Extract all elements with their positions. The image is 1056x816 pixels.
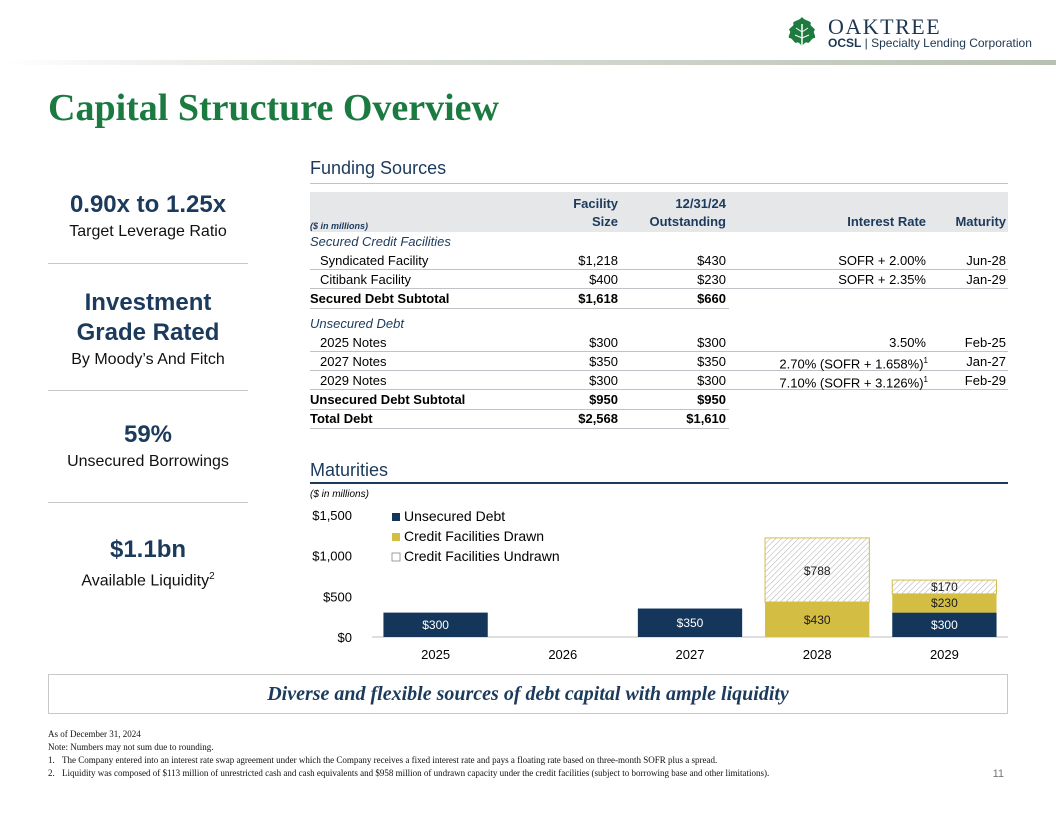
table-row	[310, 352, 1008, 371]
page-title: Capital Structure Overview	[48, 87, 499, 129]
x-tick-label: 2025	[421, 647, 451, 662]
row-rate: 2.70% (SOFR + 1.658%)$^1$	[779, 356, 928, 372]
legend-label: Unsecured Debt	[404, 508, 506, 524]
stat-label: Unsecured Borrowings	[67, 453, 229, 470]
logo-subtitle: OCSL | Specialty Lending Corporation	[828, 36, 1032, 50]
footnote: 1. The Company entered into an interest rate swap agreement under which the Company receives a fixed interest rate and pays a floating rate based on three-month SOFR plus a spread.	[48, 755, 718, 765]
row-outstanding: $350	[697, 354, 726, 369]
chart-units-note: ($ in millions)	[310, 489, 369, 500]
page-number: 11	[992, 768, 1004, 780]
y-tick-label: $1,500	[312, 508, 352, 523]
row-name: Unsecured Debt Subtotal	[310, 392, 466, 407]
header-interest-rate: Interest Rate	[847, 214, 926, 229]
funding-sources-title: Funding Sources	[310, 158, 447, 178]
row-outstanding: $300	[697, 335, 726, 350]
row-maturity: Feb-29	[964, 373, 1006, 388]
row-name: Syndicated Facility	[320, 253, 429, 268]
stat-value: Investment Grade Rated	[76, 289, 220, 346]
row-outstanding: $950	[697, 392, 726, 407]
key-message-banner	[48, 674, 1008, 714]
maturities-chart	[300, 505, 1020, 670]
row-size: $1,218	[578, 253, 618, 268]
stat-divider	[48, 263, 248, 264]
stat-label: Target Leverage Ratio	[69, 223, 227, 240]
header-rule	[0, 60, 1056, 65]
row-name: Total Debt	[310, 411, 373, 426]
legend-swatch	[392, 553, 400, 561]
data-label: $300	[931, 617, 958, 632]
table-row	[310, 270, 1008, 289]
data-label: $300	[422, 617, 449, 632]
y-tick-label: $0	[337, 630, 352, 645]
category-row	[310, 314, 1008, 333]
stat-value: 59%	[123, 421, 173, 448]
y-tick-label: $500	[323, 589, 352, 605]
footnotes	[48, 728, 988, 780]
oak-leaf-icon	[782, 14, 822, 54]
row-rate: SOFR + 2.00%	[838, 253, 926, 268]
legend-swatch	[392, 533, 400, 541]
oaktree-logo	[782, 14, 1042, 54]
category-label: Secured Credit Facilities	[310, 234, 451, 249]
table-header	[310, 192, 1008, 232]
table-row	[310, 333, 1008, 352]
rounding-note: Note: Numbers may not sum due to rounding.	[48, 742, 214, 752]
row-outstanding: $430	[697, 253, 726, 268]
row-name: Citibank Facility	[320, 272, 412, 287]
stat-value: $1.1bn	[109, 536, 187, 563]
x-tick-label: 2029	[929, 647, 959, 662]
section-rule	[310, 482, 1008, 484]
row-outstanding: $230	[697, 272, 726, 287]
stat-leverage	[48, 190, 248, 242]
row-size: $300	[589, 335, 618, 350]
units-note: ($ in millions)	[310, 221, 369, 231]
row-name: Secured Debt Subtotal	[310, 291, 450, 306]
row-name: 2029 Notes	[320, 373, 387, 388]
maturities-title: Maturities	[310, 460, 389, 480]
stat-divider	[48, 390, 248, 391]
row-outstanding: $1,610	[686, 411, 726, 426]
header-facility-size: Facility Size	[573, 196, 618, 229]
funding-table	[310, 192, 1008, 428]
row-maturity: Jan-29	[966, 272, 1006, 287]
row-maturity: Feb-25	[964, 335, 1006, 350]
legend-swatch	[392, 513, 400, 521]
data-label: $788	[803, 563, 831, 578]
stat-label: By Moody’s And Fitch	[71, 351, 225, 368]
data-label: $170	[931, 579, 958, 594]
row-rate: 3.50%	[889, 335, 926, 350]
data-label: $430	[803, 613, 831, 628]
row-size: $400	[589, 272, 618, 287]
row-name: 2025 Notes	[320, 335, 387, 350]
footnote: 2. Liquidity was composed of $113 million of unrestricted cash and cash equivalents and $958 million of undrawn capacity under the credit facilities (subject to borrowing base and other limitations).	[48, 768, 770, 778]
stat-label: Available Liquidity$^2$	[81, 571, 215, 590]
row-rate: SOFR + 2.35%	[838, 272, 926, 287]
row-outstanding: $300	[697, 373, 726, 388]
as-of-date: As of December 31, 2024	[48, 729, 141, 739]
stat-unsecured	[48, 420, 248, 472]
table-row	[310, 371, 1008, 390]
stat-liquidity	[48, 535, 248, 591]
row-size: $2,568	[578, 411, 618, 426]
stat-divider	[48, 502, 248, 503]
x-tick-label: 2028	[802, 647, 832, 662]
header-outstanding: 12/31/24 Outstanding	[649, 196, 726, 229]
category-label: Unsecured Debt	[310, 316, 404, 331]
section-rule	[310, 183, 1008, 184]
x-tick-label: 2027	[675, 647, 705, 662]
table-row	[310, 251, 1008, 270]
banner-text: Diverse and flexible sources of debt capital with ample liquidity	[267, 682, 789, 705]
data-label: $230	[931, 596, 958, 611]
legend-label: Credit Facilities Undrawn	[404, 548, 560, 564]
row-name: 2027 Notes	[320, 354, 387, 369]
total-row	[310, 409, 1008, 428]
row-maturity: Jun-28	[966, 253, 1006, 268]
row-size: $1,618	[578, 291, 618, 306]
row-size: $350	[589, 354, 618, 369]
row-size: $950	[589, 392, 618, 407]
subtotal-row	[310, 390, 1008, 409]
data-label: $350	[676, 615, 704, 630]
subtotal-row	[310, 289, 1008, 308]
header-maturity: Maturity	[955, 214, 1006, 229]
y-tick-label: $1,000	[312, 548, 352, 564]
row-size: $300	[589, 373, 618, 388]
row-outstanding: $660	[697, 291, 726, 306]
x-tick-label: 2026	[548, 647, 578, 662]
category-row	[310, 232, 1008, 251]
row-maturity: Jan-27	[966, 354, 1006, 369]
stat-value: 0.90x to 1.25x	[69, 191, 227, 218]
logo-name: OAKTREE	[828, 14, 942, 39]
legend-label: Credit Facilities Drawn	[404, 528, 545, 544]
stat-rating	[48, 288, 248, 370]
row-rate: 7.10% (SOFR + 3.126%)$^1$	[779, 375, 928, 391]
